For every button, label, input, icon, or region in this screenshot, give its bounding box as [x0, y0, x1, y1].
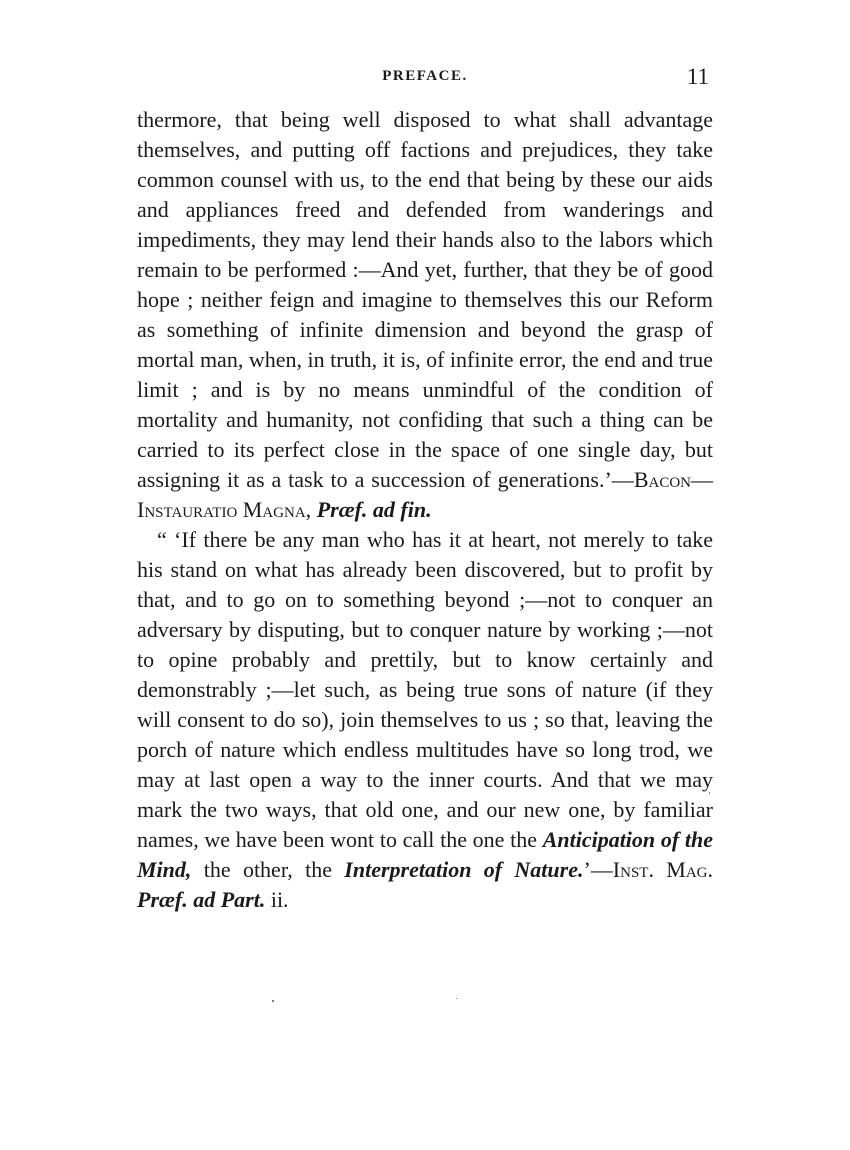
citation-work: Instauratio Magna, [137, 497, 312, 522]
term-anticipation: Anticipation of the Mind, [137, 827, 713, 882]
paragraph-1-text: thermore, that being well disposed to what shall advantage themselves, and putting off factions and prejudices, they take common counsel with us, to the end that being by these our aids and appliances freed and defended from wanderings and impediments, they may lend their hands also to the labors which remain to be performed :—And yet, further, that they be of good hope ; neither feign and imagine to themselves this our Reform as something of infinite dimension and beyond the grasp of mortal man, when, in truth, it is, of infinite error, the end and true limit ; and is by no means unmindful of the condition of mortality and humanity, not confiding that such a thing can be carried to its perfect close in the space of one single day, but assigning it as a task to a succession of generations.’— [137, 107, 713, 492]
page-number: 11 [686, 64, 709, 89]
paragraph-2-text-end: ’— [583, 857, 613, 882]
term-interpretation: Interpretation of Nature. [344, 857, 584, 882]
paragraph-1 [137, 105, 713, 525]
paragraph-2-text: “ ‘If there be any man who has it at heart, not merely to take his stand on what has already been discovered, but to profit by that, and to go on to something beyond ;—not to conquer an adversary by disputing, but to conquer nature by working ;—not to opine probably and prettily, but to know certainly and demonstrably ;—let such, as being true sons of nature (if they will consent to do so), join themselves to us ; so that, leaving the porch of nature which endless multitudes have so long trod, we may at last open a way to the inner courts. And that we may mark the two ways, that old one, and our new one, by familiar names, we have been wont to call the one the [137, 527, 713, 852]
paragraph-2-text-mid: the other, the [191, 857, 345, 882]
citation-author: Bacon [633, 467, 691, 492]
citation-part: ii. [265, 887, 289, 912]
paper-speck [272, 1000, 274, 1002]
paper-speck [456, 998, 457, 999]
paragraph-2 [137, 525, 713, 915]
page-header [137, 64, 713, 98]
running-head: PREFACE. [382, 68, 468, 84]
paper-speck [709, 792, 710, 794]
citation-dash: — [691, 467, 713, 492]
citation-work-2: Inst. Mag. [612, 857, 714, 882]
citation-reference-2: Præf. ad Part. [137, 887, 266, 912]
body-text [137, 105, 713, 915]
citation-reference: Præf. ad fin. [316, 497, 432, 522]
